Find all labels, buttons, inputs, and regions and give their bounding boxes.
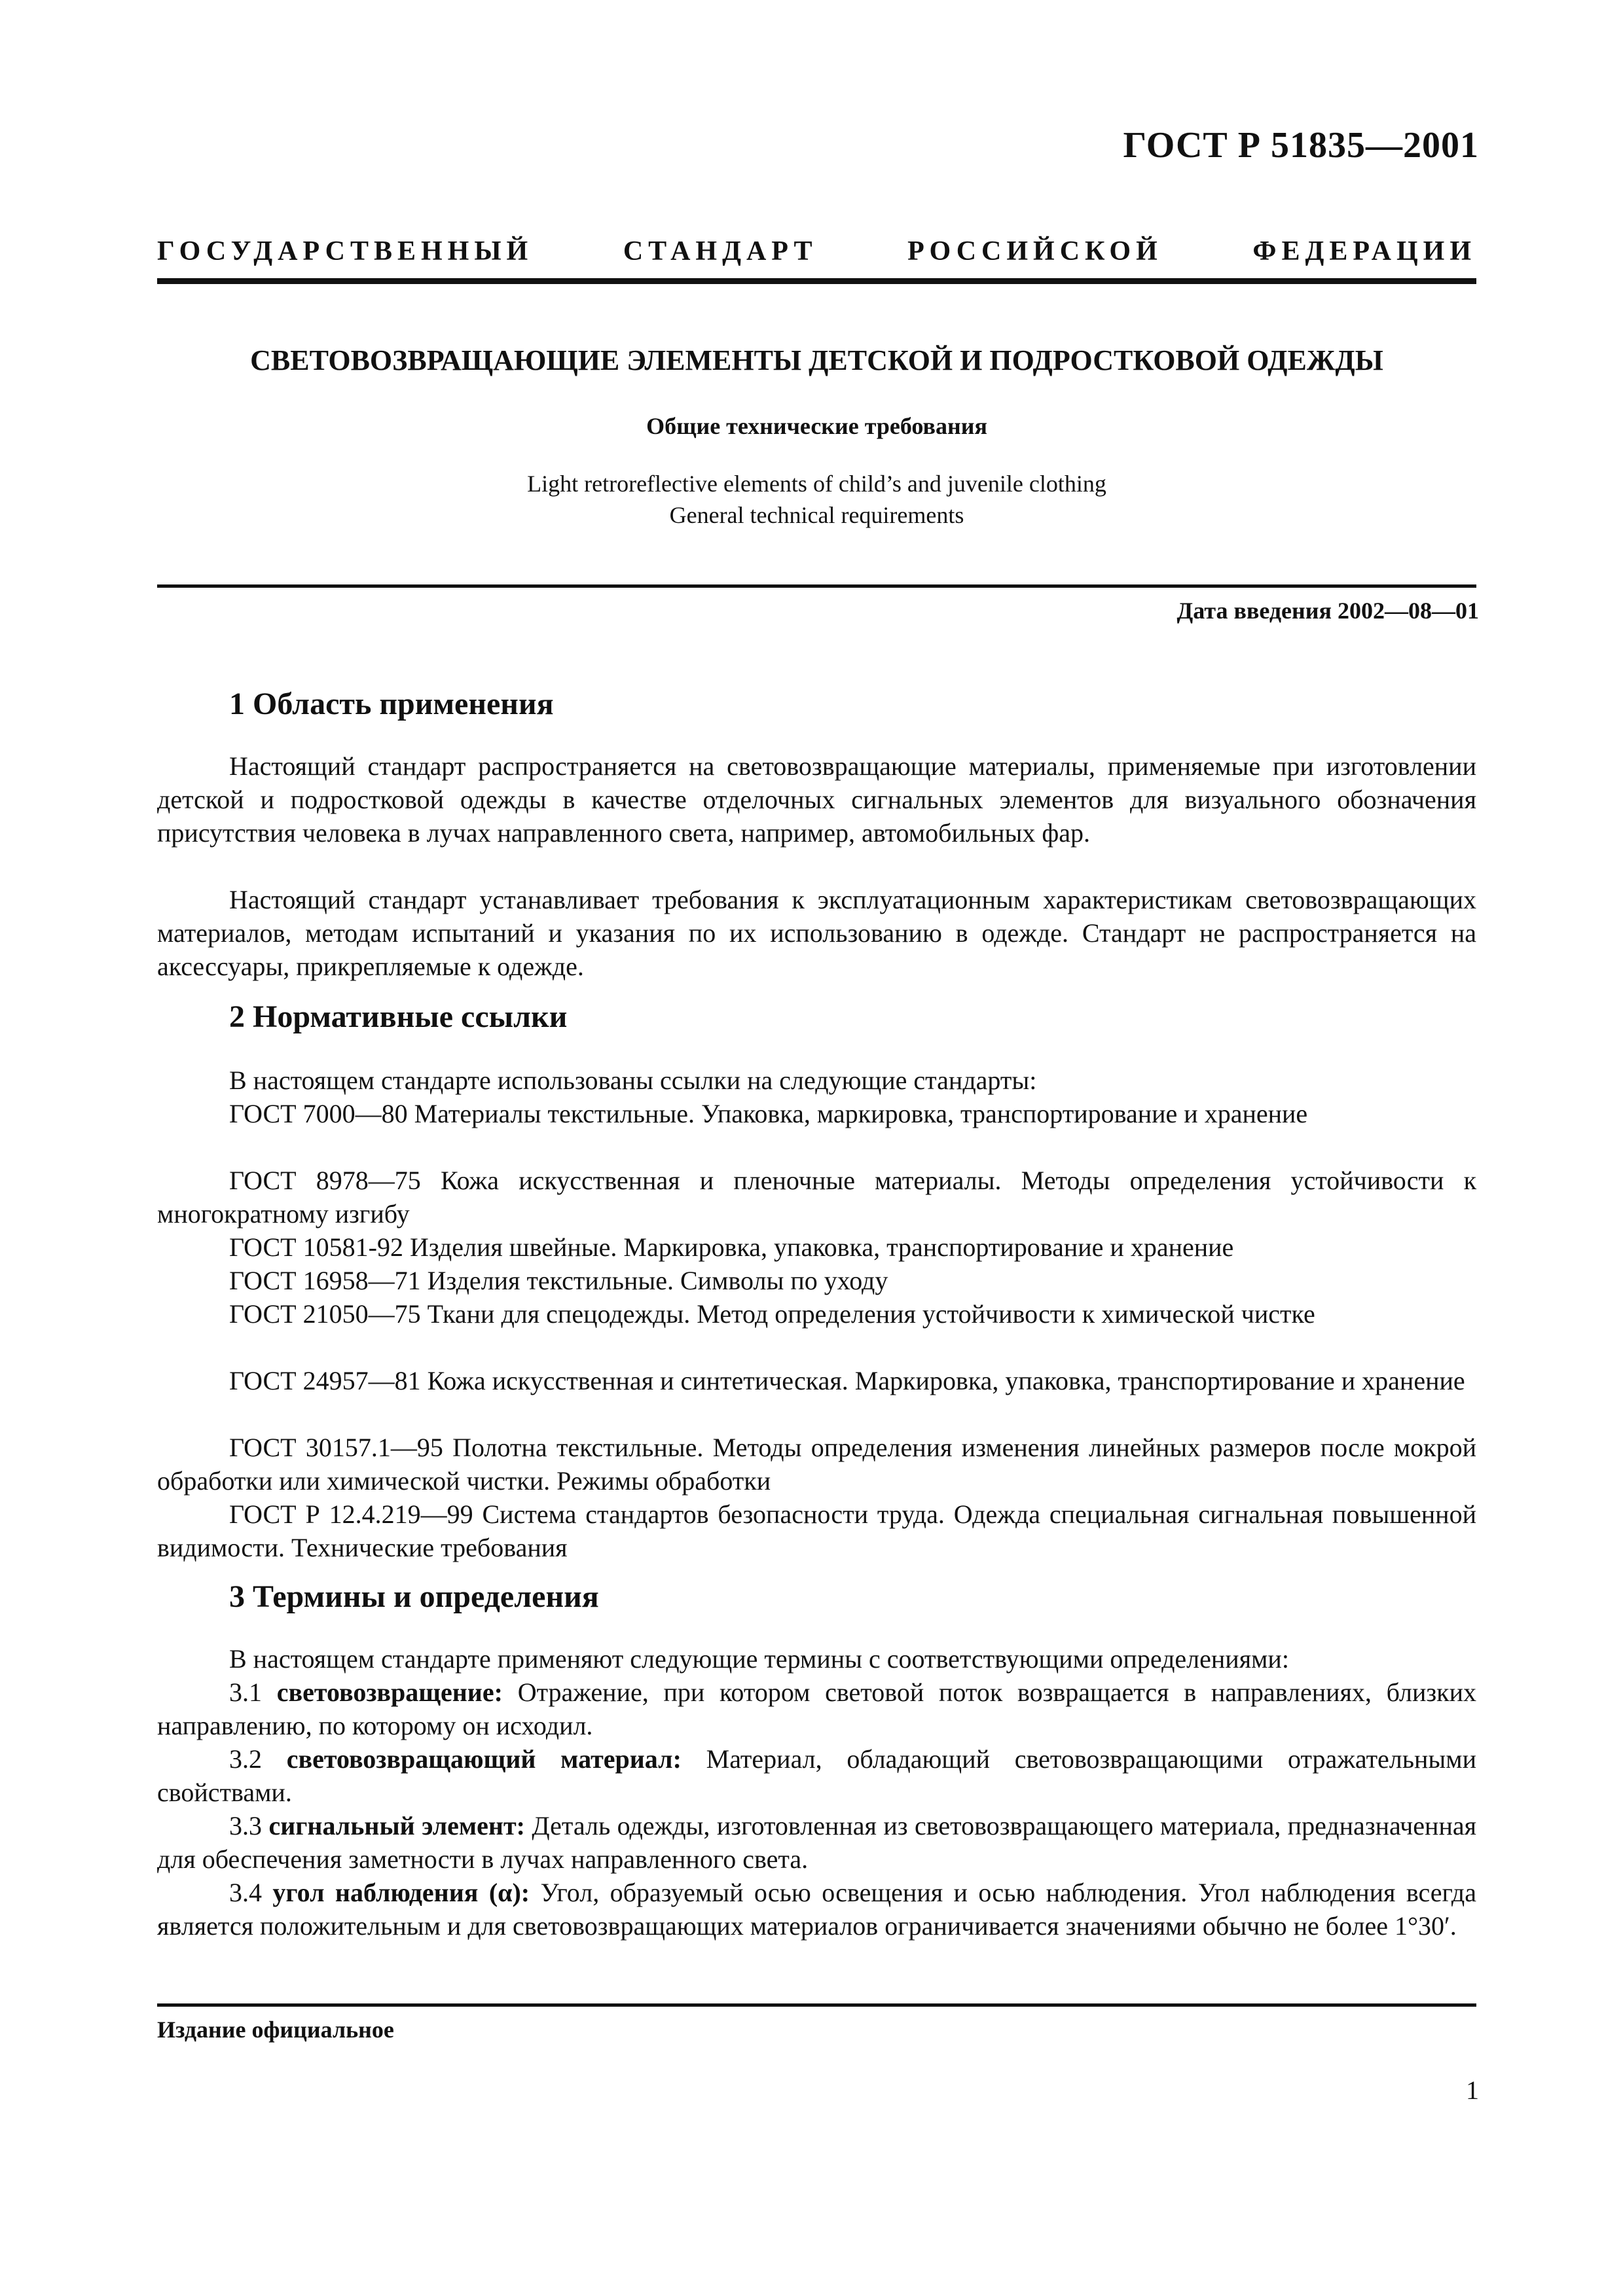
term-name: световозвращение:	[276, 1677, 503, 1707]
term-number: 3.4	[229, 1878, 262, 1907]
term-definition	[157, 1876, 1476, 1943]
term-number: 3.3	[229, 1811, 262, 1840]
term-name: световозвращающий материал:	[286, 1744, 682, 1774]
english-title	[157, 468, 1476, 531]
document-subtitle: Общие технические требования	[646, 413, 987, 439]
term-text: Деталь одежды, изготовленная из световозвращающего материала, предназначенная для обеспечения заметности в лучах направленного света.	[157, 1811, 1477, 1874]
section-3-heading: 3 Термины и определения	[229, 1579, 599, 1614]
reference-item: ГОСТ 30157.1—95 Полотна текстильные. Методы определения изменения линейных размеров после мокрой обработки или химической чистки. Режимы обработки	[157, 1433, 1476, 1496]
footer-rule	[157, 2003, 1476, 2007]
section-1-paragraph-1: Настоящий стандарт распространяется на световозвращающие материалы, применяемые при изготовлении детской и подростковой одежды в качестве отделочных сигнальных элементов для визуального обозначения присутствия человека в лучах направленного света, например, автомобильных фар.	[157, 751, 1476, 848]
gost-code: ГОСТ Р 51835—2001	[1123, 125, 1479, 166]
reference-item: ГОСТ Р 12.4.219—99 Система стандартов безопасности труда. Одежда специальная сигнальная повышенной видимости. Технические требования	[157, 1499, 1476, 1562]
term-text: Материал, обладающий световозвращающими отражательными свойствами.	[157, 1744, 1477, 1807]
section-1-paragraph-2: Настоящий стандарт устанавливает требования к эксплуатационным характеристикам световозвращающих материалов, методам испытаний и указания по их использованию в одежде. Стандарт не распространяется на аксессуары, прикрепляемые к одежде.	[157, 885, 1476, 981]
term-name: сигнальный элемент:	[268, 1811, 525, 1840]
reference-item: ГОСТ 8978—75 Кожа искусственная и пленочные материалы. Методы определения устойчивости к многократному изгибу	[157, 1166, 1476, 1229]
term-number: 3.2	[229, 1744, 262, 1774]
introduction-date: Дата введения 2002—08—01	[1176, 598, 1479, 624]
term-definition	[157, 1676, 1476, 1742]
state-standard-banner: ГОСУДАРСТВЕННЫЙ СТАНДАРТ РОССИЙСКОЙ ФЕДЕРАЦИИ	[157, 236, 1476, 266]
reference-item: ГОСТ 21050—75 Ткани для спецодежды. Метод определения устойчивости к химической чистке	[229, 1299, 1315, 1329]
page-number: 1	[1466, 2075, 1479, 2105]
official-edition-label: Издание официальное	[157, 2017, 394, 2043]
section-2-heading: 2 Нормативные ссылки	[229, 999, 568, 1034]
english-title-line1: Light retroreflective elements of child’s and juvenile clothing	[527, 471, 1106, 497]
reference-item: ГОСТ 10581-92 Изделия швейные. Маркировка, упаковка, транспортирование и хранение	[229, 1232, 1234, 1262]
term-number: 3.1	[229, 1677, 262, 1707]
title-rule	[157, 584, 1476, 588]
term-definition	[157, 1742, 1476, 1809]
term-text: Отражение, при котором световой поток возвращается в направлениях, близких направлению, по которому он исходил.	[157, 1677, 1477, 1740]
english-title-line2: General technical requirements	[669, 502, 964, 528]
reference-item: ГОСТ 16958—71 Изделия текстильные. Символы по уходу	[229, 1266, 888, 1295]
reference-item: ГОСТ 24957—81 Кожа искусственная и синтетическая. Маркировка, упаковка, транспортирование и хранение	[229, 1366, 1465, 1395]
section-2-intro: В настоящем стандарте использованы ссылки на следующие стандарты:	[229, 1066, 1037, 1095]
term-name: угол наблюдения (α):	[272, 1878, 530, 1907]
header-rule	[157, 278, 1476, 284]
document-title: СВЕТОВОЗВРАЩАЮЩИЕ ЭЛЕМЕНТЫ ДЕТСКОЙ И ПОДРОСТКОВОЙ ОДЕЖДЫ	[250, 344, 1383, 376]
reference-item: ГОСТ 7000—80 Материалы текстильные. Упаковка, маркировка, транспортирование и хранение	[229, 1099, 1308, 1128]
term-definition	[157, 1809, 1476, 1876]
section-3-intro: В настоящем стандарте применяют следующие термины с соответствующими определениями:	[229, 1644, 1289, 1674]
term-text: Угол, образуемый осью освещения и осью наблюдения. Угол наблюдения всегда является положительным и для световозвращающих материалов ограничивается значениями обычно не более 1°30′.	[157, 1878, 1477, 1941]
section-1-heading: 1 Область применения	[229, 687, 554, 721]
